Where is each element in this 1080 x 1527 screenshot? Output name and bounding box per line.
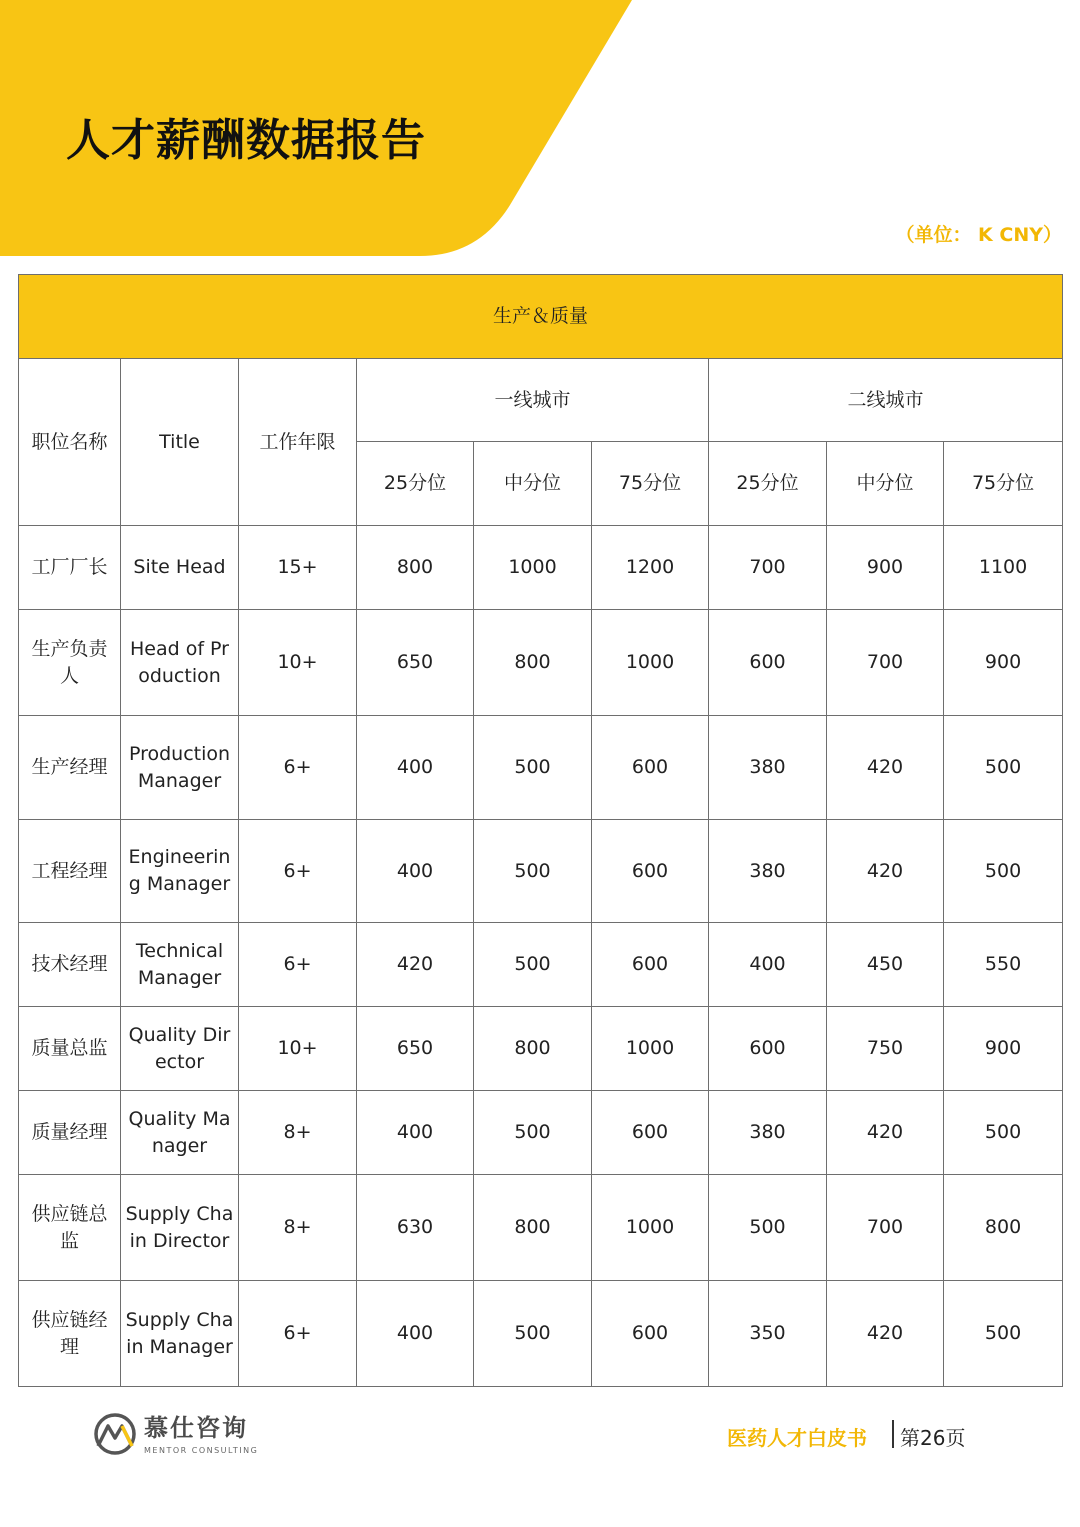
salary-cell: 800 [944,1175,1063,1281]
table-row [19,716,1063,820]
salary-cell: 800 [474,1007,592,1091]
salary-cell: 700 [709,526,827,610]
salary-cell: 420 [827,1091,944,1175]
salary-cell: 500 [474,1281,592,1387]
table-row [19,526,1063,610]
company-logo [92,1408,259,1460]
unit-note: （单位： K CNY） [895,224,1062,246]
footer-separator [892,1420,894,1448]
salary-cell: 420 [357,923,474,1007]
position-cn-cell: 技术经理 [19,923,121,1007]
salary-cell: 600 [709,610,827,716]
salary-cell: 380 [709,1091,827,1175]
position-en-cell: Technical Manager [121,923,239,1007]
salary-cell: 600 [592,1091,709,1175]
salary-cell: 600 [592,1281,709,1387]
header-percentile: 75分位 [944,442,1063,526]
section-title: 生产＆质量 [19,275,1063,359]
table-row [19,1091,1063,1175]
table-row [19,1175,1063,1281]
header-percentile: 中分位 [827,442,944,526]
salary-cell: 380 [709,716,827,820]
table-row [19,610,1063,716]
salary-cell: 500 [474,1091,592,1175]
header-years: 工作年限 [239,359,357,526]
position-cn-cell: 工厂厂长 [19,526,121,610]
years-cell: 6+ [239,923,357,1007]
header-percentile: 25分位 [709,442,827,526]
header-tier2-city: 二线城市 [709,359,1063,442]
table-row [19,923,1063,1007]
salary-cell: 900 [944,1007,1063,1091]
salary-cell: 650 [357,1007,474,1091]
salary-cell: 600 [592,716,709,820]
header-percentile: 25分位 [357,442,474,526]
salary-cell: 1000 [592,1007,709,1091]
salary-cell: 900 [944,610,1063,716]
salary-cell: 800 [474,1175,592,1281]
position-cn-cell: 生产经理 [19,716,121,820]
salary-cell: 1000 [592,1175,709,1281]
salary-cell: 400 [709,923,827,1007]
position-en-cell: Supply Chain Director [121,1175,239,1281]
header-tier1-city: 一线城市 [357,359,709,442]
salary-cell: 420 [827,820,944,923]
position-en-cell: Production Manager [121,716,239,820]
salary-cell: 630 [357,1175,474,1281]
table-row [19,1007,1063,1091]
years-cell: 10+ [239,610,357,716]
salary-cell: 800 [474,610,592,716]
salary-cell: 500 [709,1175,827,1281]
mentor-logo-icon [92,1408,138,1456]
salary-cell: 500 [944,1091,1063,1175]
salary-cell: 400 [357,820,474,923]
page-title: 人才薪酬数据报告 [66,115,426,166]
salary-cell: 400 [357,1281,474,1387]
salary-table [18,274,1063,1387]
salary-cell: 500 [944,820,1063,923]
salary-cell: 350 [709,1281,827,1387]
salary-cell: 1100 [944,526,1063,610]
salary-cell: 700 [827,610,944,716]
logo-chinese-name: 慕仕咨询 [144,1414,248,1442]
table-row [19,820,1063,923]
footer-book-title: 医药人才白皮书 [727,1426,867,1450]
salary-cell: 750 [827,1007,944,1091]
years-cell: 10+ [239,1007,357,1091]
position-cn-cell: 生产负责人 [19,610,121,716]
salary-cell: 600 [592,820,709,923]
years-cell: 6+ [239,1281,357,1387]
header-title: Title [121,359,239,526]
salary-cell: 420 [827,1281,944,1387]
salary-cell: 1200 [592,526,709,610]
salary-cell: 700 [827,1175,944,1281]
salary-cell: 800 [357,526,474,610]
years-cell: 8+ [239,1091,357,1175]
salary-cell: 500 [944,716,1063,820]
salary-cell: 500 [474,716,592,820]
salary-cell: 400 [357,1091,474,1175]
position-en-cell: Head of Production [121,610,239,716]
salary-cell: 500 [474,820,592,923]
salary-cell: 550 [944,923,1063,1007]
header-position: 职位名称 [19,359,121,526]
salary-cell: 500 [944,1281,1063,1387]
logo-english-name: MENTOR CONSULTING [144,1446,259,1455]
salary-cell: 380 [709,820,827,923]
footer-page-number: 第26页 [900,1426,966,1450]
years-cell: 6+ [239,820,357,923]
position-cn-cell: 供应链经理 [19,1281,121,1387]
salary-cell: 420 [827,716,944,820]
table-row [19,1281,1063,1387]
position-cn-cell: 质量总监 [19,1007,121,1091]
years-cell: 6+ [239,716,357,820]
salary-cell: 600 [709,1007,827,1091]
salary-cell: 1000 [592,610,709,716]
salary-cell: 450 [827,923,944,1007]
years-cell: 8+ [239,1175,357,1281]
position-en-cell: Engineering Manager [121,820,239,923]
position-en-cell: Quality Director [121,1007,239,1091]
salary-cell: 1000 [474,526,592,610]
position-cn-cell: 质量经理 [19,1091,121,1175]
header-percentile: 中分位 [474,442,592,526]
header-percentile: 75分位 [592,442,709,526]
salary-cell: 500 [474,923,592,1007]
position-en-cell: Supply Chain Manager [121,1281,239,1387]
position-cn-cell: 工程经理 [19,820,121,923]
salary-cell: 400 [357,716,474,820]
salary-cell: 600 [592,923,709,1007]
position-cn-cell: 供应链总监 [19,1175,121,1281]
position-en-cell: Quality Manager [121,1091,239,1175]
years-cell: 15+ [239,526,357,610]
salary-cell: 900 [827,526,944,610]
salary-cell: 650 [357,610,474,716]
position-en-cell: Site Head [121,526,239,610]
